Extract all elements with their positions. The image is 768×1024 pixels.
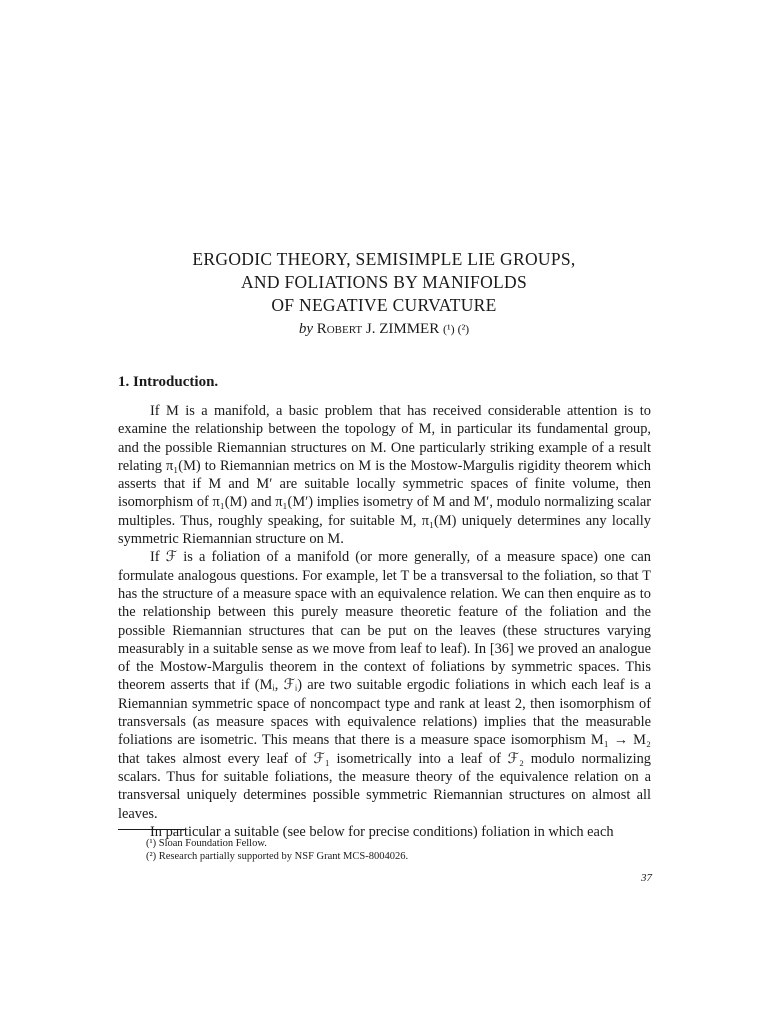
footnote-1: (¹) Sloan Foundation Fellow.: [146, 838, 267, 849]
title-line-1: ERGODIC THEORY, SEMISIMPLE LIE GROUPS,: [192, 249, 576, 269]
paragraph-3: In particular a suitable (see below for precise conditions) foliation in which each: [150, 823, 614, 840]
footnote-2: (²) Research partially supported by NSF Grant MCS-8004026.: [146, 851, 409, 862]
paragraph-2: If ℱ is a foliation of a manifold (or more generally, of a measure space) one can formulate analogous questions. For example, let T be a transversal to the foliation, so that T has the structure of a measure space with an equivalence relation. We can then enquire as to the relationship between this purely measure theoretic feature of the foliation and the possible Riemannian structures that can be put on the leaves (these structures varying measurably in a suitable sense as we move from leaf to leaf). In [36] we proved an analogue of the Mostow-Margulis theorem in the context of foliations by symmetric spaces. This theorem asserts that if (Mᵢ, ℱᵢ) are two suitable ergodic foliations in which each leaf is a Riemannian symmetric space of noncompact type and rank at least 2, then isomorphism of transversals (as measure spaces with equivalence relations) implies that the measurable foliations are isometric. This means that there is a measure space isomorphism M₁ → M₂ that takes almost every leaf of ℱ₁ isometrically into a leaf of ℱ₂ modulo normalizing scalars. Thus for suitable foliations, the measure theory of the equivalence relation on a transversal uniquely determines possible symmetric Riemannian structures on almost all leaves.: [118, 549, 651, 822]
title-line-3: OF NEGATIVE CURVATURE: [271, 295, 497, 315]
title-line-2: AND FOLIATIONS BY MANIFOLDS: [240, 272, 527, 292]
section-heading: 1. Introduction.: [118, 374, 219, 390]
author-footnote-marks: (¹) (²): [442, 322, 470, 336]
author-first-name: Robert: [316, 321, 363, 337]
footnotes: [146, 837, 408, 863]
author-last-name: J. ZIMMER: [365, 321, 440, 337]
footnote-divider: [118, 829, 186, 830]
title-block: [0, 248, 768, 339]
byline-by: by: [298, 321, 313, 337]
page-number: 37: [641, 872, 652, 884]
paragraph-1: If M is a manifold, a basic problem that has received considerable attention is to examine the relationship between the topology of M, in particular its fundamental group, and the possible Riemannian structures on M. One particularly striking example of a result relating π₁(M) to Riemannian metrics on M is the Mostow-Margulis rigidity theorem which asserts that if M and M′ are suitable locally symmetric spaces of finite volume, then isomorphism of π₁(M) and π₁(M′) implies isometry of M and M′, modulo normalizing scalar multiples. Thus, roughly speaking, for suitable M, π₁(M) uniquely determines any locally symmetric Riemannian structure on M.: [118, 403, 651, 548]
body-text: [118, 402, 651, 841]
author-byline: [0, 319, 768, 339]
